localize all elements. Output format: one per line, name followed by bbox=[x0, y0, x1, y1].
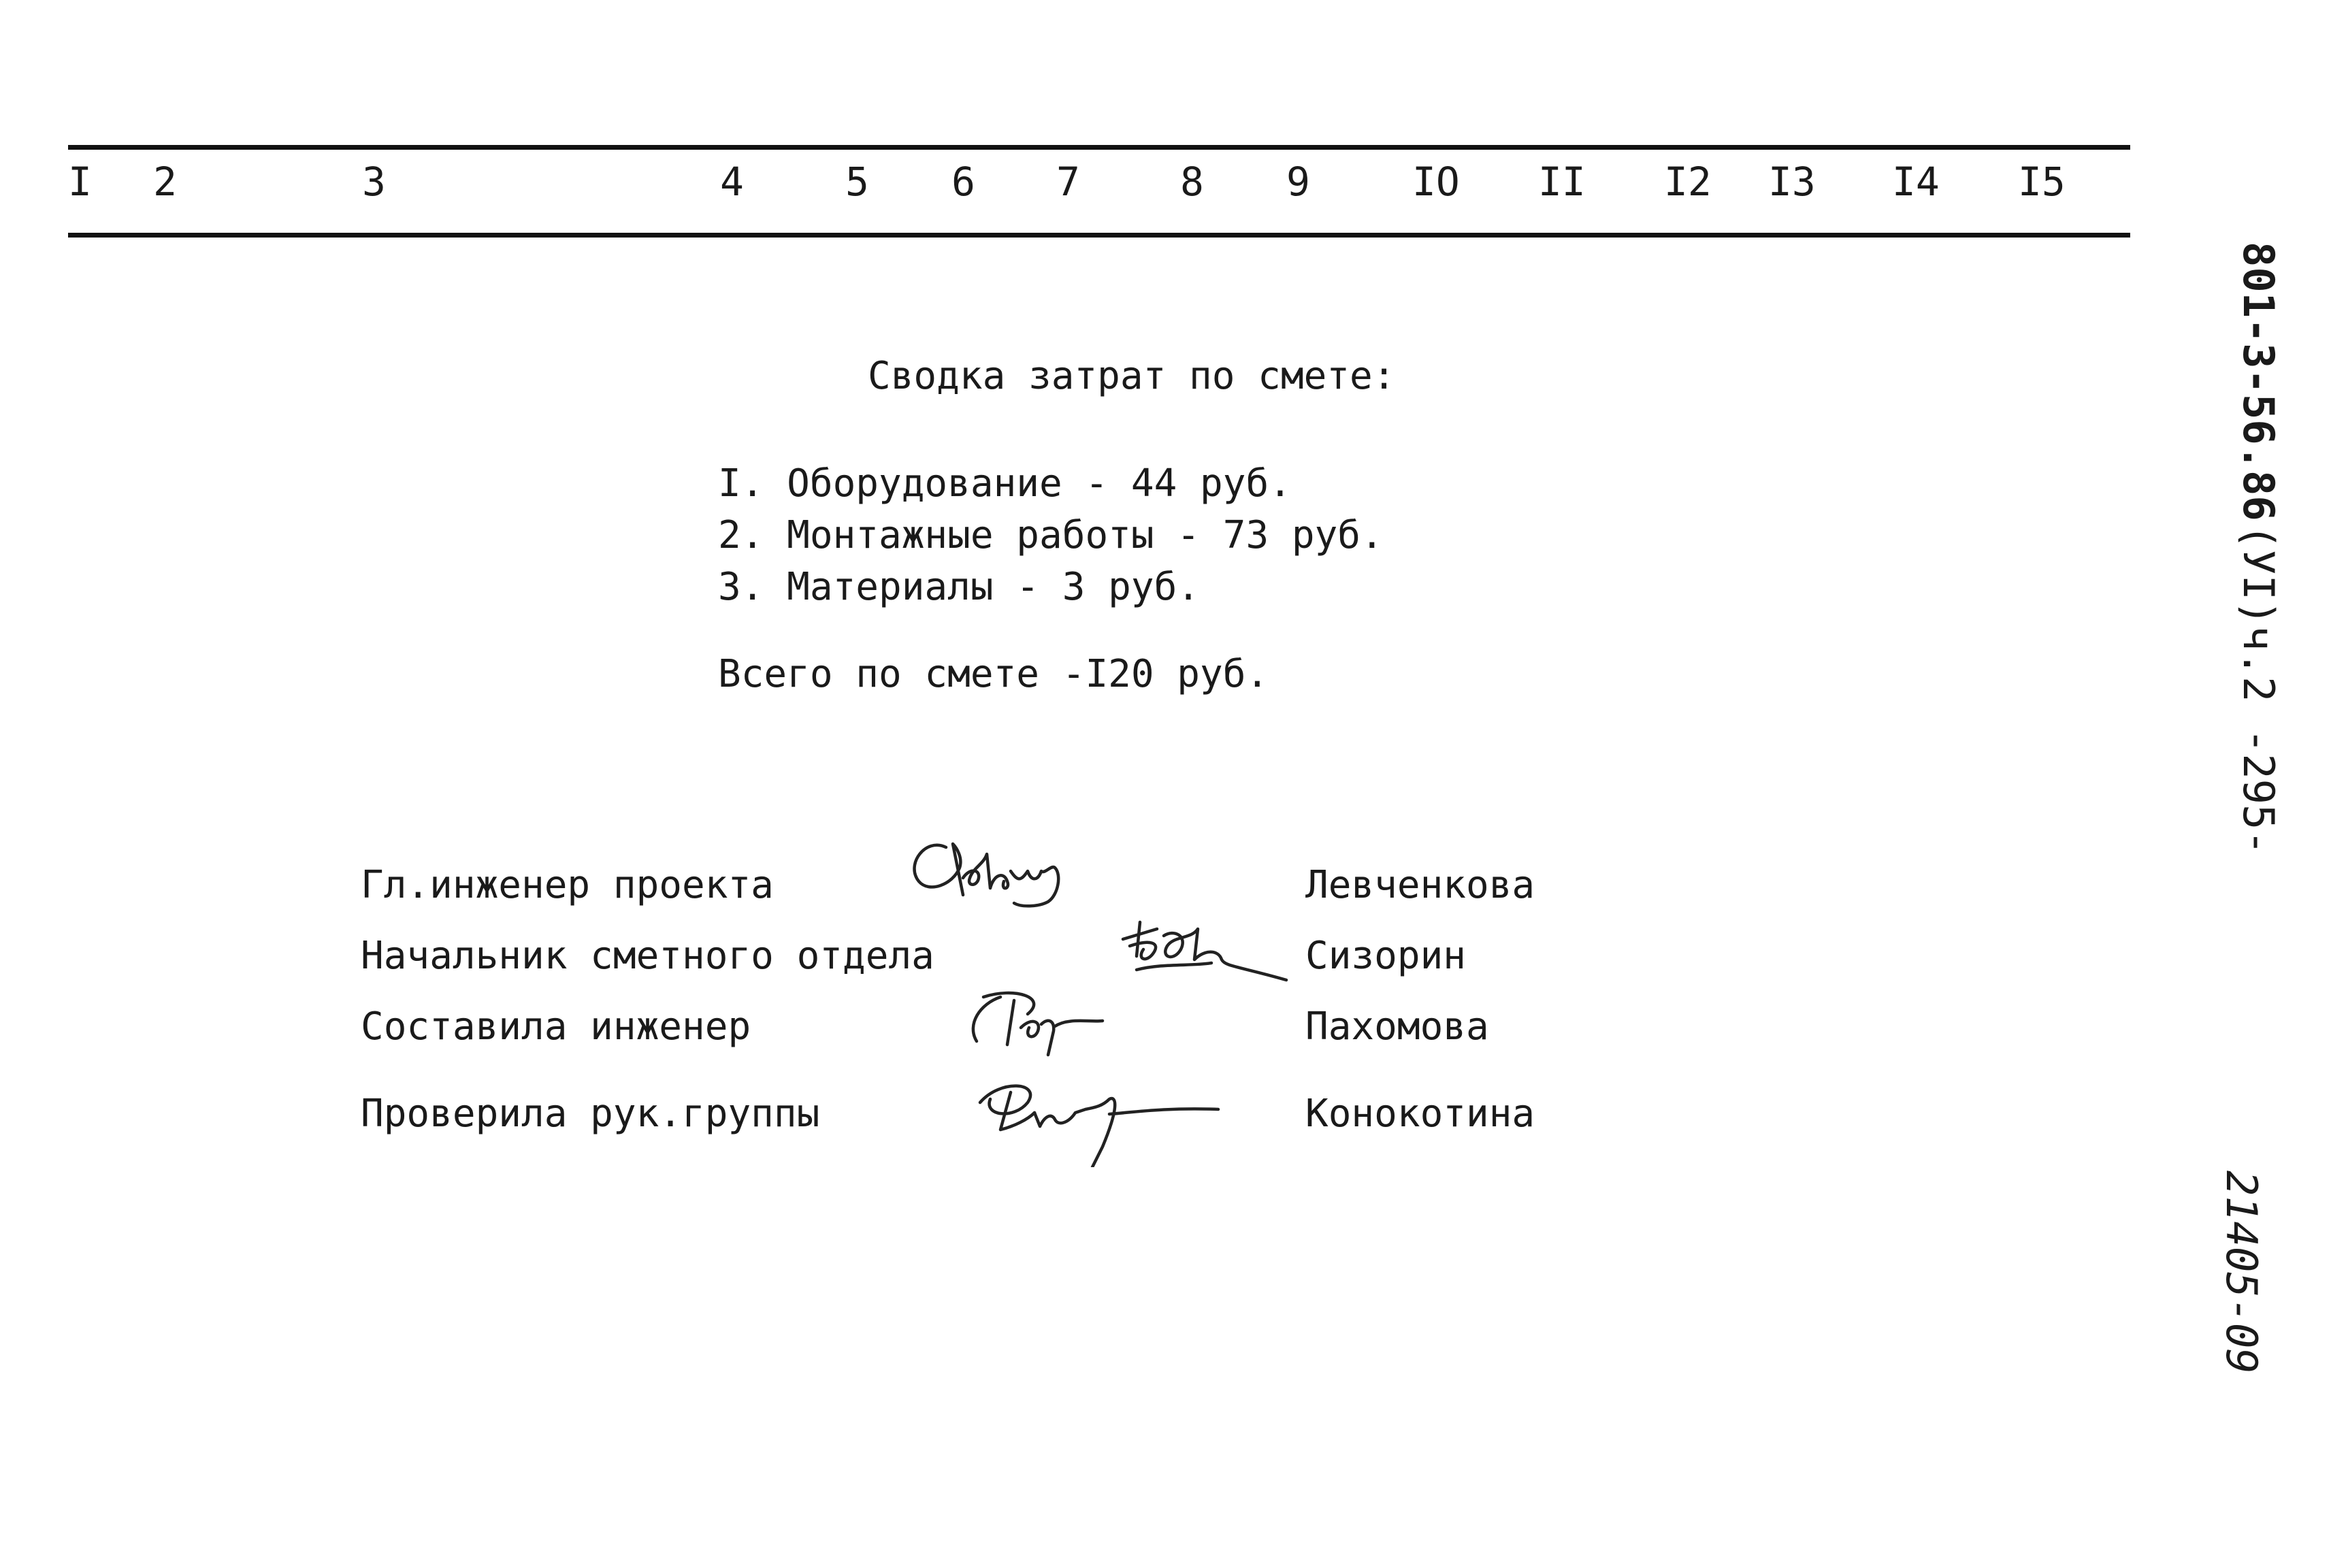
column-number: I2 bbox=[1664, 159, 1712, 205]
summary-item: 2. Монтажные работы - 73 руб. bbox=[718, 513, 1384, 557]
column-number: IO bbox=[1412, 159, 1460, 205]
column-number: 6 bbox=[951, 159, 975, 205]
summary-item: 3. Материалы - 3 руб. bbox=[718, 565, 1201, 609]
header-rule-bottom bbox=[68, 233, 2130, 238]
archive-number: 21405-09 bbox=[2217, 1171, 2266, 1374]
signature-name: Сизорин bbox=[1305, 934, 1467, 978]
page-number: -295- bbox=[2234, 728, 2283, 855]
column-number: 3 bbox=[362, 159, 386, 205]
column-number: 8 bbox=[1180, 159, 1204, 205]
column-number: 2 bbox=[153, 159, 177, 205]
document-section: (УI)ч.2 bbox=[2234, 524, 2283, 702]
column-number: I5 bbox=[2018, 159, 2066, 205]
signature-name: Пахомова bbox=[1305, 1004, 1489, 1049]
column-number: 5 bbox=[845, 159, 869, 205]
signature-role: Проверила рук.группы bbox=[361, 1092, 820, 1136]
column-number: 9 bbox=[1286, 159, 1310, 205]
signature-mark bbox=[953, 980, 1157, 1062]
summary-item: I. Оборудование - 44 руб. bbox=[718, 461, 1292, 506]
summary-total: Всего по смете -I20 руб. bbox=[718, 652, 1269, 696]
signature-mark bbox=[898, 827, 1103, 922]
header-rule-top bbox=[68, 145, 2130, 150]
column-number: 7 bbox=[1056, 159, 1080, 205]
signature-name: Левченкова bbox=[1305, 863, 1535, 907]
signature-role: Гл.инженер проекта bbox=[361, 863, 774, 907]
signature-role: Начальник сметного отдела bbox=[361, 934, 934, 978]
document-code: 801-3-56.86 bbox=[2234, 242, 2283, 521]
column-number: 4 bbox=[720, 159, 744, 205]
signature-name: Конокотина bbox=[1305, 1092, 1535, 1136]
column-number: II bbox=[1538, 159, 1586, 205]
column-number: I bbox=[68, 159, 92, 205]
column-number: I3 bbox=[1768, 159, 1816, 205]
summary-title: Сводка затрат по смете: bbox=[868, 354, 1396, 398]
signature-mark bbox=[966, 1065, 1225, 1167]
signature-role: Составила инженер bbox=[361, 1004, 751, 1049]
column-number: I4 bbox=[1892, 159, 1940, 205]
